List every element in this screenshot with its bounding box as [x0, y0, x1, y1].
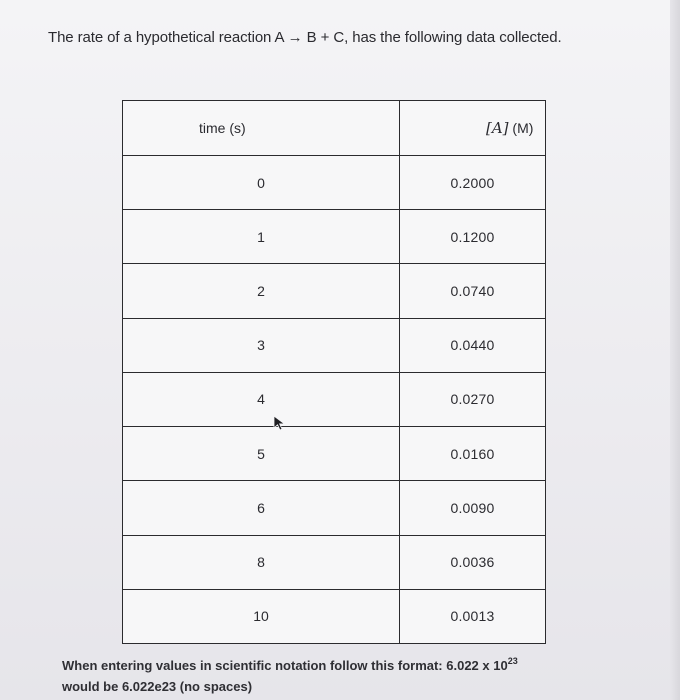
time-cell: 2 [123, 264, 400, 318]
table-row [123, 156, 546, 210]
table-row [123, 427, 546, 481]
time-cell: 8 [123, 535, 400, 589]
time-cell: 4 [123, 372, 400, 426]
concentration-unit: (M) [508, 120, 534, 136]
data-table [122, 100, 546, 644]
scientific-notation-note [62, 655, 662, 697]
time-cell: 1 [123, 210, 400, 264]
table-row [123, 318, 546, 372]
table-body [123, 156, 546, 644]
time-cell: 3 [123, 318, 400, 372]
concentration-cell: 0.0440 [400, 318, 546, 372]
concentration-cell: 0.0270 [400, 372, 546, 426]
concentration-cell: 0.1200 [400, 210, 546, 264]
data-table-container [122, 100, 546, 644]
table-row [123, 535, 546, 589]
table-header-row [123, 101, 546, 156]
note-line-1-text: When entering values in scientific notation follow this format: 6.022 x 10 [62, 658, 508, 673]
table-row [123, 210, 546, 264]
question-text: The rate of a hypothetical reaction A → B + C, has the following data collected. [48, 29, 562, 46]
screen-edge [670, 0, 680, 700]
time-cell: 6 [123, 481, 400, 535]
concentration-cell: 0.2000 [400, 156, 546, 210]
table-row [123, 372, 546, 426]
mouse-pointer-icon [273, 415, 287, 431]
note-line-2: would be 6.022e23 (no spaces) [62, 679, 253, 694]
header-time: time (s) [123, 101, 400, 156]
time-cell: 0 [123, 156, 400, 210]
table-row [123, 264, 546, 318]
table-row [123, 589, 546, 643]
time-cell: 10 [123, 589, 400, 643]
concentration-cell: 0.0160 [400, 427, 546, 481]
header-concentration [400, 101, 546, 156]
note-line-1 [62, 655, 662, 676]
concentration-cell: 0.0740 [400, 264, 546, 318]
table-row [123, 481, 546, 535]
concentration-cell: 0.0036 [400, 535, 546, 589]
concentration-symbol: [A] [486, 119, 509, 137]
concentration-cell: 0.0013 [400, 589, 546, 643]
time-cell: 5 [123, 427, 400, 481]
note-exponent: 23 [507, 656, 518, 666]
concentration-cell: 0.0090 [400, 481, 546, 535]
